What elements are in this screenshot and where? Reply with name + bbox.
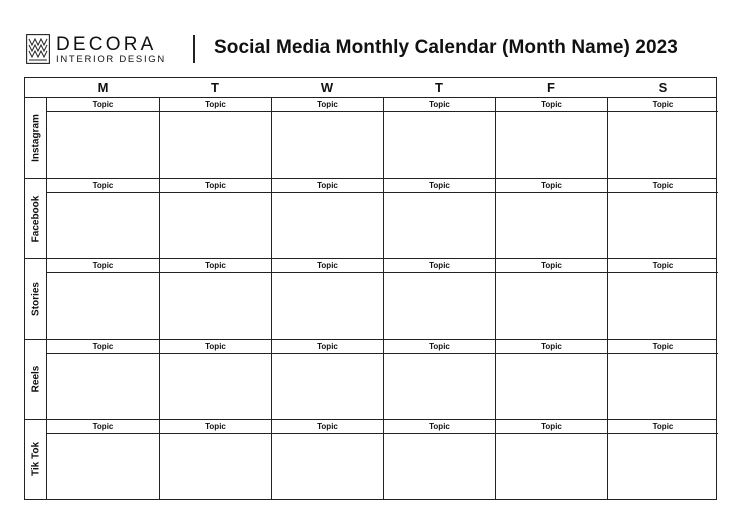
page-header — [26, 30, 716, 72]
platform-label: Reels — [30, 365, 41, 393]
calendar-cell[interactable] — [495, 259, 607, 338]
calendar-cell[interactable] — [383, 420, 495, 499]
brand-logo — [26, 32, 186, 66]
page-title: Social Media Monthly Calendar (Month Name) 2023 — [214, 37, 678, 58]
calendar-cell[interactable] — [607, 340, 718, 419]
calendar-cell[interactable] — [607, 420, 718, 499]
topic-label: Topic — [496, 340, 607, 354]
topic-label: Topic — [47, 340, 159, 354]
calendar-cell[interactable] — [271, 420, 383, 499]
platform-row-reels — [25, 339, 716, 419]
calendar-cell[interactable] — [271, 340, 383, 419]
calendar-grid — [24, 77, 717, 500]
topic-label: Topic — [272, 420, 383, 434]
calendar-cell[interactable] — [47, 420, 159, 499]
calendar-cell[interactable] — [159, 98, 271, 178]
calendar-cell[interactable] — [607, 98, 718, 178]
topic-label: Topic — [384, 259, 495, 273]
topic-label: Topic — [384, 98, 495, 112]
day-header-3: T — [435, 80, 443, 95]
platform-label-cell — [25, 340, 47, 419]
calendar-cell[interactable] — [607, 179, 718, 258]
topic-label: Topic — [496, 259, 607, 273]
calendar-cell[interactable] — [383, 179, 495, 258]
topic-label: Topic — [496, 420, 607, 434]
platform-label-cell — [25, 259, 47, 338]
topic-label: Topic — [160, 179, 271, 193]
header-divider — [193, 35, 195, 63]
topic-label: Topic — [608, 340, 718, 354]
topic-label: Topic — [608, 179, 718, 193]
calendar-cell[interactable] — [271, 259, 383, 338]
calendar-cell[interactable] — [159, 420, 271, 499]
platform-label: Stories — [30, 282, 41, 316]
platform-label: Tik Tok — [30, 442, 41, 477]
day-header-0: M — [97, 80, 109, 95]
brand-name: DECORA — [56, 34, 157, 55]
topic-label: Topic — [608, 420, 718, 434]
calendar-cell[interactable] — [159, 259, 271, 338]
platform-row-facebook — [25, 178, 716, 258]
day-header-2: W — [320, 80, 334, 95]
calendar-cell[interactable] — [159, 179, 271, 258]
platform-label-cell — [25, 98, 47, 178]
topic-label: Topic — [384, 420, 495, 434]
calendar-cell[interactable] — [495, 420, 607, 499]
topic-label: Topic — [608, 259, 718, 273]
calendar-cell[interactable] — [271, 98, 383, 178]
topic-label: Topic — [160, 340, 271, 354]
topic-label: Topic — [608, 98, 718, 112]
calendar-cell[interactable] — [47, 340, 159, 419]
calendar-cell[interactable] — [495, 340, 607, 419]
topic-label: Topic — [47, 98, 159, 112]
topic-label: Topic — [160, 259, 271, 273]
brand-subtitle: INTERIOR DESIGN — [56, 54, 166, 65]
topic-label: Topic — [496, 179, 607, 193]
platform-row-stories — [25, 258, 716, 338]
topic-label: Topic — [272, 340, 383, 354]
topic-label: Topic — [272, 259, 383, 273]
topic-label: Topic — [160, 98, 271, 112]
platform-row-tik-tok — [25, 419, 716, 499]
calendar-cell[interactable] — [47, 259, 159, 338]
topic-label: Topic — [47, 420, 159, 434]
calendar-cell[interactable] — [47, 179, 159, 258]
platform-row-instagram — [25, 98, 716, 178]
platform-label-cell — [25, 420, 47, 499]
decora-logo-icon — [26, 34, 50, 64]
platform-label-cell — [25, 179, 47, 258]
calendar-cell[interactable] — [383, 259, 495, 338]
calendar-cell[interactable] — [495, 179, 607, 258]
topic-label: Topic — [47, 179, 159, 193]
topic-label: Topic — [384, 340, 495, 354]
platform-label: Facebook — [30, 195, 41, 243]
calendar-cell[interactable] — [383, 340, 495, 419]
calendar-cell[interactable] — [495, 98, 607, 178]
topic-label: Topic — [384, 179, 495, 193]
day-header-4: F — [547, 80, 555, 95]
topic-label: Topic — [272, 179, 383, 193]
topic-label: Topic — [160, 420, 271, 434]
calendar-cell[interactable] — [383, 98, 495, 178]
calendar-cell[interactable] — [159, 340, 271, 419]
calendar-cell[interactable] — [271, 179, 383, 258]
topic-label: Topic — [272, 98, 383, 112]
topic-label: Topic — [47, 259, 159, 273]
topic-label: Topic — [496, 98, 607, 112]
day-header-1: T — [211, 80, 219, 95]
corner-cell — [25, 78, 47, 98]
calendar-cell[interactable] — [607, 259, 718, 338]
day-header-5: S — [658, 80, 668, 95]
calendar-cell[interactable] — [47, 98, 159, 178]
day-header-row — [25, 78, 716, 98]
platform-label: Instagram — [30, 114, 41, 162]
